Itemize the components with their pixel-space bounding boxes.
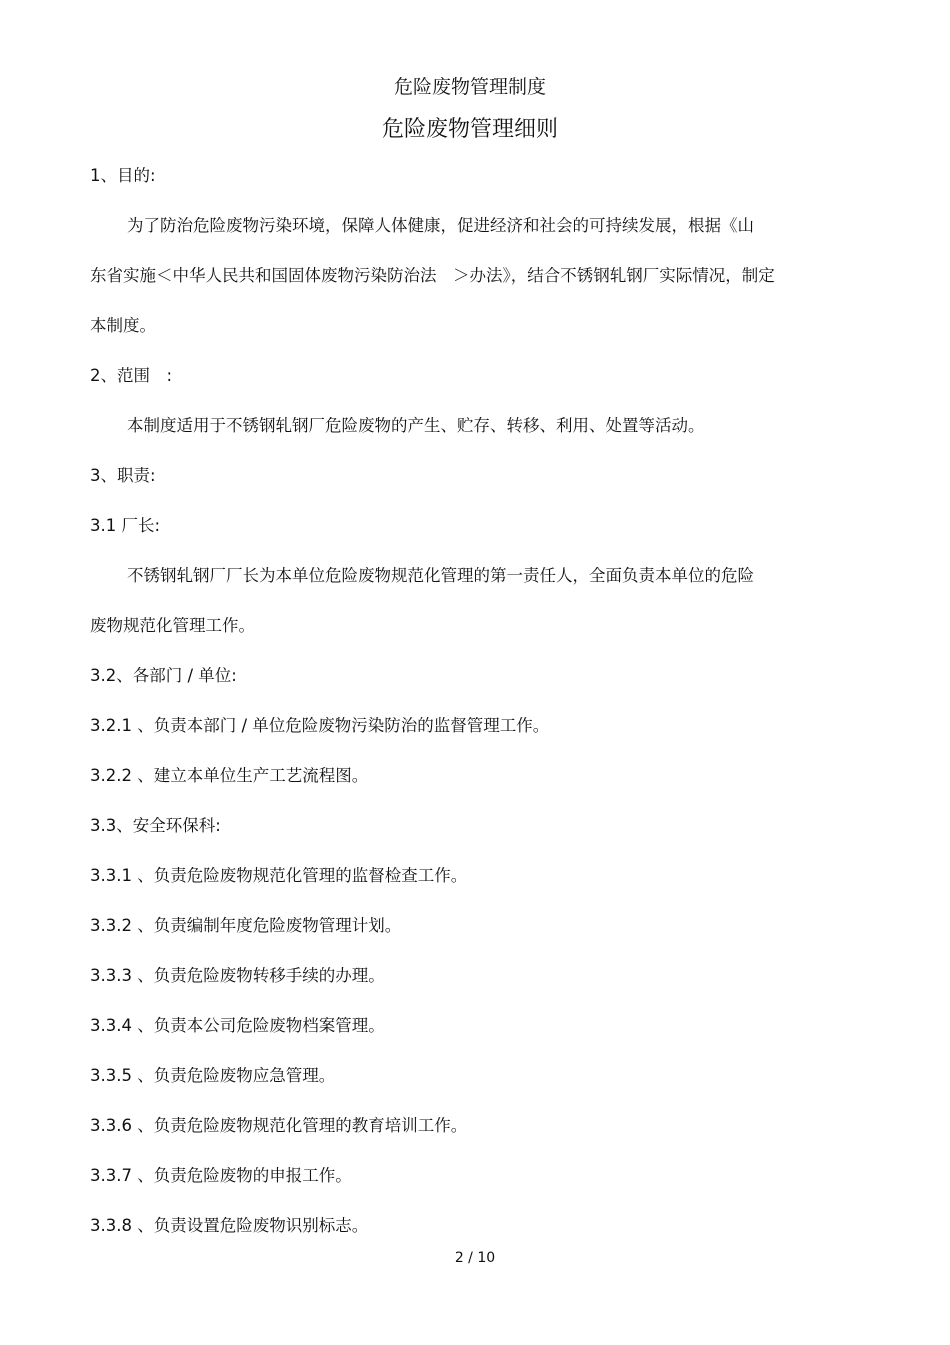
paragraph-line: 东省实施＜中华人民共和国固体废物污染防治法 ＞办法》，结合不锈钢轧钢厂实际情况，制定 <box>90 266 775 285</box>
list-item: 3.3.1 、负责危险废物规范化管理的监督检查工作。 <box>90 866 468 885</box>
section-heading: 1、目的: <box>90 166 156 185</box>
document-subtitle: 危险废物管理细则 <box>381 117 558 142</box>
list-item: 3.3.6 、负责危险废物规范化管理的教育培训工作。 <box>90 1116 468 1135</box>
list-item: 3.3.5 、负责危险废物应急管理。 <box>90 1066 336 1085</box>
subsection-heading: 3.1 厂长: <box>90 516 161 535</box>
paragraph-line: 不锈钢轧钢厂厂长为本单位危险废物规范化管理的第一责任人，全面负责本单位的危险 <box>127 566 754 585</box>
paragraph-line: 为了防治危险废物污染环境，保障人体健康，促进经济和社会的可持续发展，根据《山 <box>127 216 754 235</box>
section-heading: 2、范围 : <box>90 366 173 385</box>
paragraph-line: 废物规范化管理工作。 <box>90 616 255 635</box>
section-heading: 3、职责: <box>90 466 156 485</box>
subsection-heading: 3.3、安全环保科: <box>90 816 221 835</box>
paragraph-line: 本制度适用于不锈钢轧钢厂危险废物的产生、贮存、转移、利用、处置等活动。 <box>127 416 705 435</box>
list-item: 3.3.3 、负责危险废物转移手续的办理。 <box>90 966 385 985</box>
list-item: 3.3.7 、负责危险废物的申报工作。 <box>90 1166 352 1185</box>
subsection-heading: 3.2、各部门 / 单位: <box>90 666 237 685</box>
list-item: 3.2.2 、建立本单位生产工艺流程图。 <box>90 766 369 785</box>
document-title: 危险废物管理制度 <box>393 76 546 98</box>
list-item: 3.3.4 、负责本公司危险废物档案管理。 <box>90 1016 385 1035</box>
list-item: 3.2.1 、负责本部门 / 单位危险废物污染防治的监督管理工作。 <box>90 716 550 735</box>
list-item: 3.3.8 、负责设置危险废物识别标志。 <box>90 1216 369 1235</box>
list-item: 3.3.2 、负责编制年度危险废物管理计划。 <box>90 916 402 935</box>
paragraph-line: 本制度。 <box>90 316 156 335</box>
page-number: 2 / 10 <box>454 1250 496 1266</box>
